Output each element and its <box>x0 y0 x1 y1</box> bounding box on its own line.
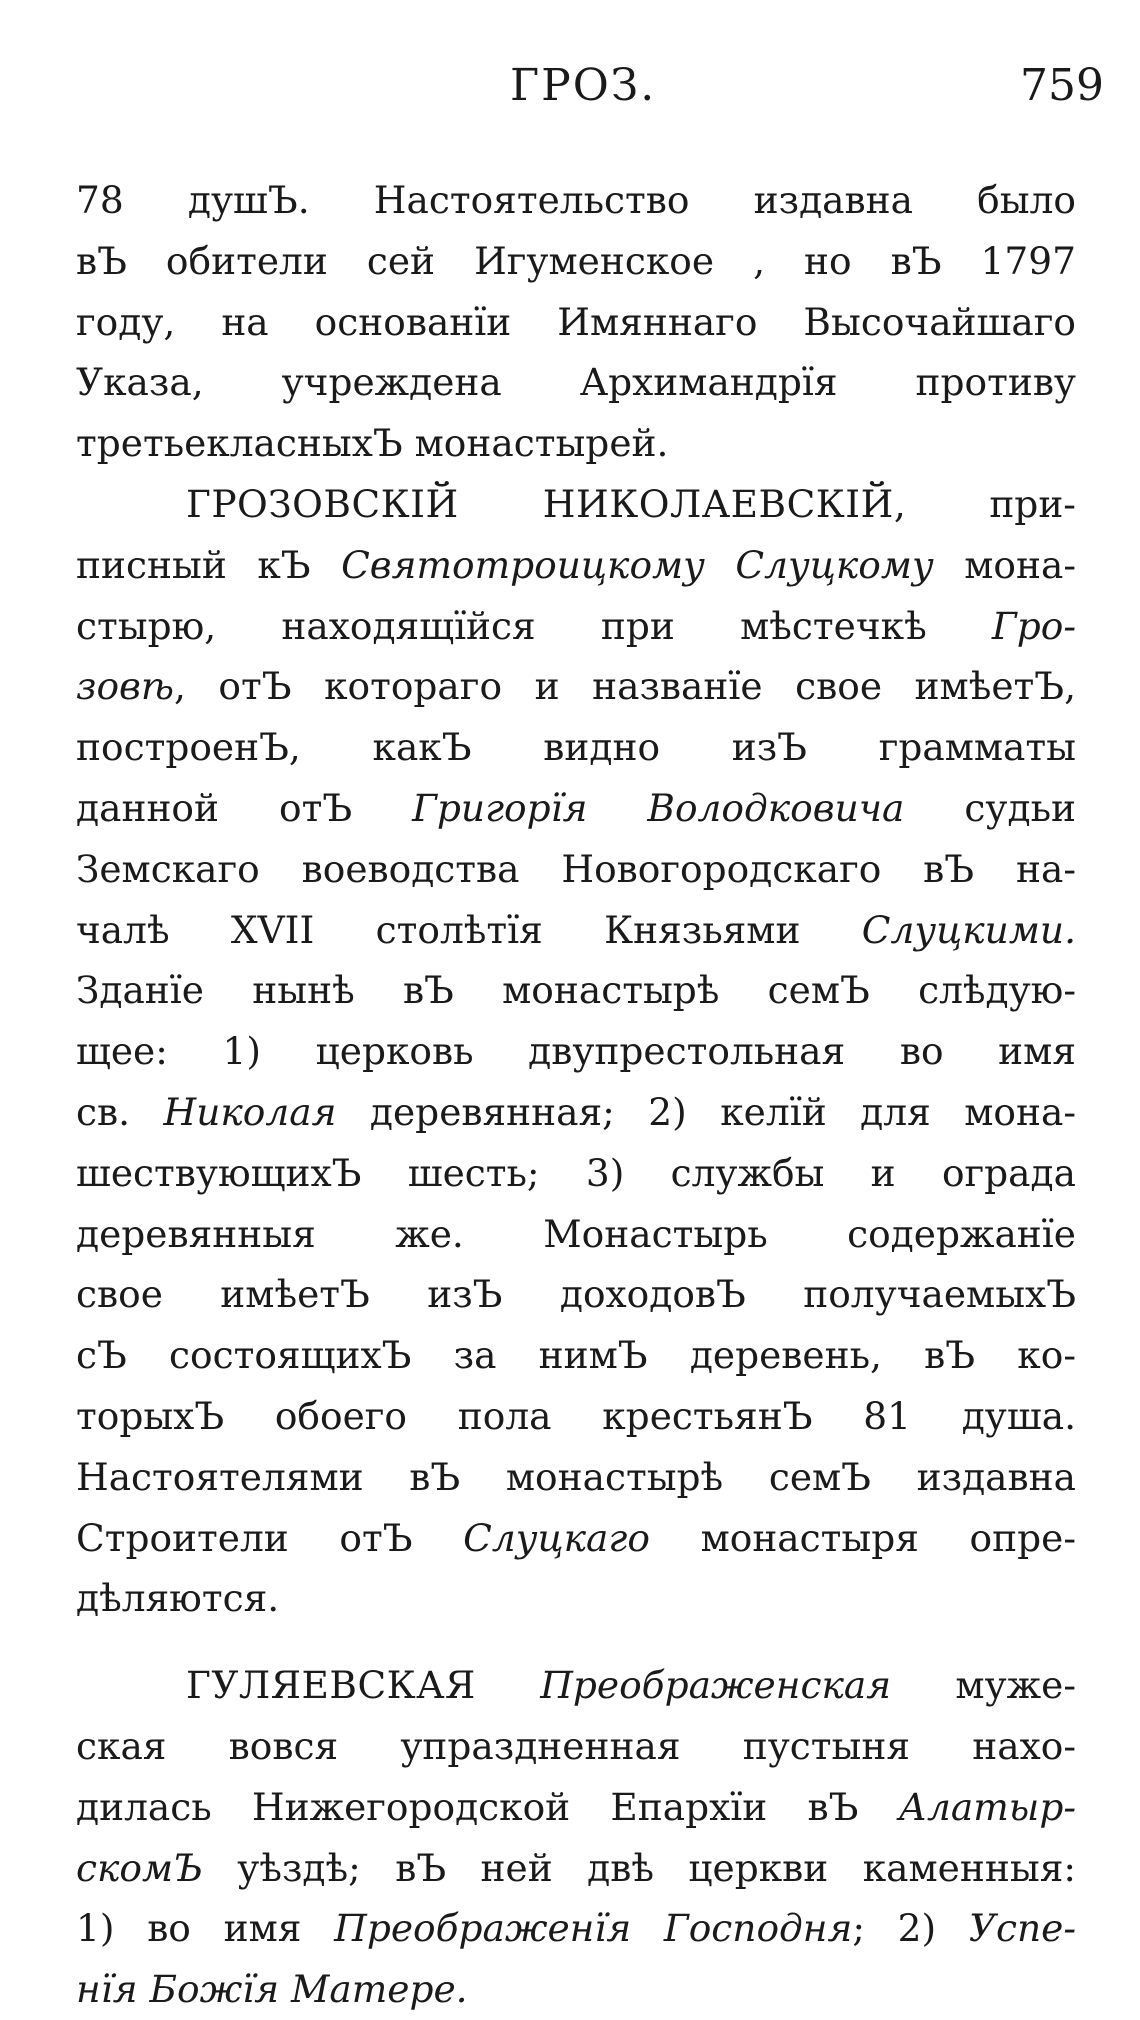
text-line <box>76 413 1076 474</box>
text-line <box>76 1959 1076 2020</box>
text-line <box>76 1325 1076 1386</box>
text-line <box>76 1898 1076 1959</box>
running-head <box>0 60 1140 120</box>
paragraph-gap <box>76 1629 1076 1655</box>
italic-text: Слуцкаго <box>463 1515 650 1560</box>
text-line <box>76 1716 1076 1777</box>
text-line <box>76 839 1076 900</box>
italic-text: скомЪ <box>76 1845 203 1890</box>
text-line <box>76 717 1076 778</box>
text-line <box>76 1838 1076 1899</box>
text-line <box>76 1777 1076 1838</box>
italic-text: Николая <box>163 1089 337 1134</box>
text-segment: торыхЪ обоего пола крестьянЪ 81 душа. <box>76 1393 1076 1438</box>
text-line <box>76 1082 1076 1143</box>
text-line <box>76 231 1076 292</box>
text-segment: дѣляются. <box>76 1576 280 1621</box>
text-line <box>76 1264 1076 1325</box>
italic-text: Алатыр- <box>898 1784 1076 1829</box>
text-segment: чалѣ XVII столѣтїя Князьями <box>76 907 862 952</box>
text-line <box>76 1568 1076 1629</box>
text-segment: деревянная; 2) келїй для мона- <box>336 1089 1076 1134</box>
text-segment: ; 2) <box>852 1906 969 1951</box>
text-segment: 78 душЪ. Настоятельство издавна было <box>76 178 1076 222</box>
italic-text: Григорїя Володковича <box>412 785 905 830</box>
text-line <box>76 352 1076 413</box>
italic-text: Святотроицкому Слуцкому <box>341 542 934 587</box>
text-segment <box>476 1663 540 1707</box>
text-line <box>76 474 1076 535</box>
running-head-title: ГРОЗ. <box>510 60 657 111</box>
text-line <box>76 1655 1076 1716</box>
text-line <box>76 1508 1076 1569</box>
italic-text: Преображенская <box>540 1663 892 1708</box>
text-segment: Земскаго воеводства Новогородскаго вЪ на- <box>76 846 1076 891</box>
text-segment: третьекласныхЪ монастырей. <box>76 421 669 466</box>
text-line <box>76 1143 1076 1204</box>
text-segment: Указа, учреждена Архимандрїя противу <box>76 360 1076 405</box>
italic-text: Гро- <box>991 603 1076 648</box>
text-line <box>76 778 1076 839</box>
text-segment: ская вовся упраздненная пустыня нахо- <box>76 1723 1076 1768</box>
text-segment: стырю, находящїйся при мѣстечкѣ <box>76 603 992 648</box>
text-segment: 1) во имя <box>76 1906 335 1951</box>
text-segment: св. <box>76 1089 164 1134</box>
text-segment: , при- <box>893 481 1076 526</box>
page-number: 759 <box>1020 60 1104 111</box>
text-segment: свое имѣетЪ изЪ доходовЪ получаемыхЪ <box>76 1272 1076 1317</box>
text-segment: данной отЪ <box>76 785 413 830</box>
text-segment: уѣздѣ; вЪ ней двѣ церкви каменныя: <box>202 1845 1076 1890</box>
entry-heading: ГУЛЯЕВСКАЯ <box>186 1663 476 1708</box>
italic-text: Преображенїя Господня <box>334 1906 853 1951</box>
text-segment: писный кЪ <box>76 542 342 587</box>
text-segment: деревянныя же. Монастырь содержанїе <box>76 1211 1076 1256</box>
text-segment: году, на основанїи Имяннаго Высочайшаго <box>76 299 1076 344</box>
text-segment: монастыря опре- <box>649 1515 1076 1560</box>
italic-text: нїя Божїя Матере. <box>76 1967 468 2012</box>
text-segment: дилась Нижегородской Епархїи вЪ <box>76 1784 899 1829</box>
text-segment: мона- <box>933 542 1076 587</box>
text-line <box>76 1021 1076 1082</box>
text-segment: щее: 1) церковь двупрестольная во имя <box>76 1029 1076 1074</box>
text-segment: сЪ состоящихЪ за нимЪ деревень, вЪ ко- <box>76 1333 1076 1378</box>
text-line <box>76 1204 1076 1265</box>
italic-text: зовѣ <box>76 664 174 709</box>
text-line <box>76 656 1076 717</box>
text-segment: судьи <box>904 785 1076 830</box>
text-line <box>76 170 1076 231</box>
text-line <box>76 1386 1076 1447</box>
text-line <box>76 292 1076 353</box>
text-segment: Строители отЪ <box>76 1515 464 1560</box>
text-segment: построенЪ, какЪ видно изЪ грамматы <box>76 725 1076 770</box>
text-line <box>76 1447 1076 1508</box>
italic-text: Успе- <box>968 1906 1076 1951</box>
text-segment: вЪ обители сей Игуменское , но вЪ 1797 <box>76 238 1076 283</box>
body-text <box>76 170 1076 2020</box>
text-line <box>76 535 1076 596</box>
text-segment: Зданїе нынѣ вЪ монастырѣ семЪ слѣдую- <box>76 968 1076 1013</box>
text-segment: шествующихЪ шесть; 3) службы и ограда <box>76 1150 1076 1195</box>
text-segment: , отЪ котораго и названїе свое имѣетЪ, <box>173 664 1076 709</box>
entry-heading: ГРОЗОВСКIЙ НИКОЛАЕВСКIЙ <box>186 481 894 526</box>
text-line <box>76 596 1076 657</box>
italic-text: Слуцкими. <box>861 907 1076 952</box>
text-segment: муже- <box>891 1663 1076 1708</box>
text-line <box>76 900 1076 961</box>
text-line <box>76 960 1076 1021</box>
text-segment: Настоятелями вЪ монастырѣ семЪ издавна <box>76 1454 1076 1499</box>
